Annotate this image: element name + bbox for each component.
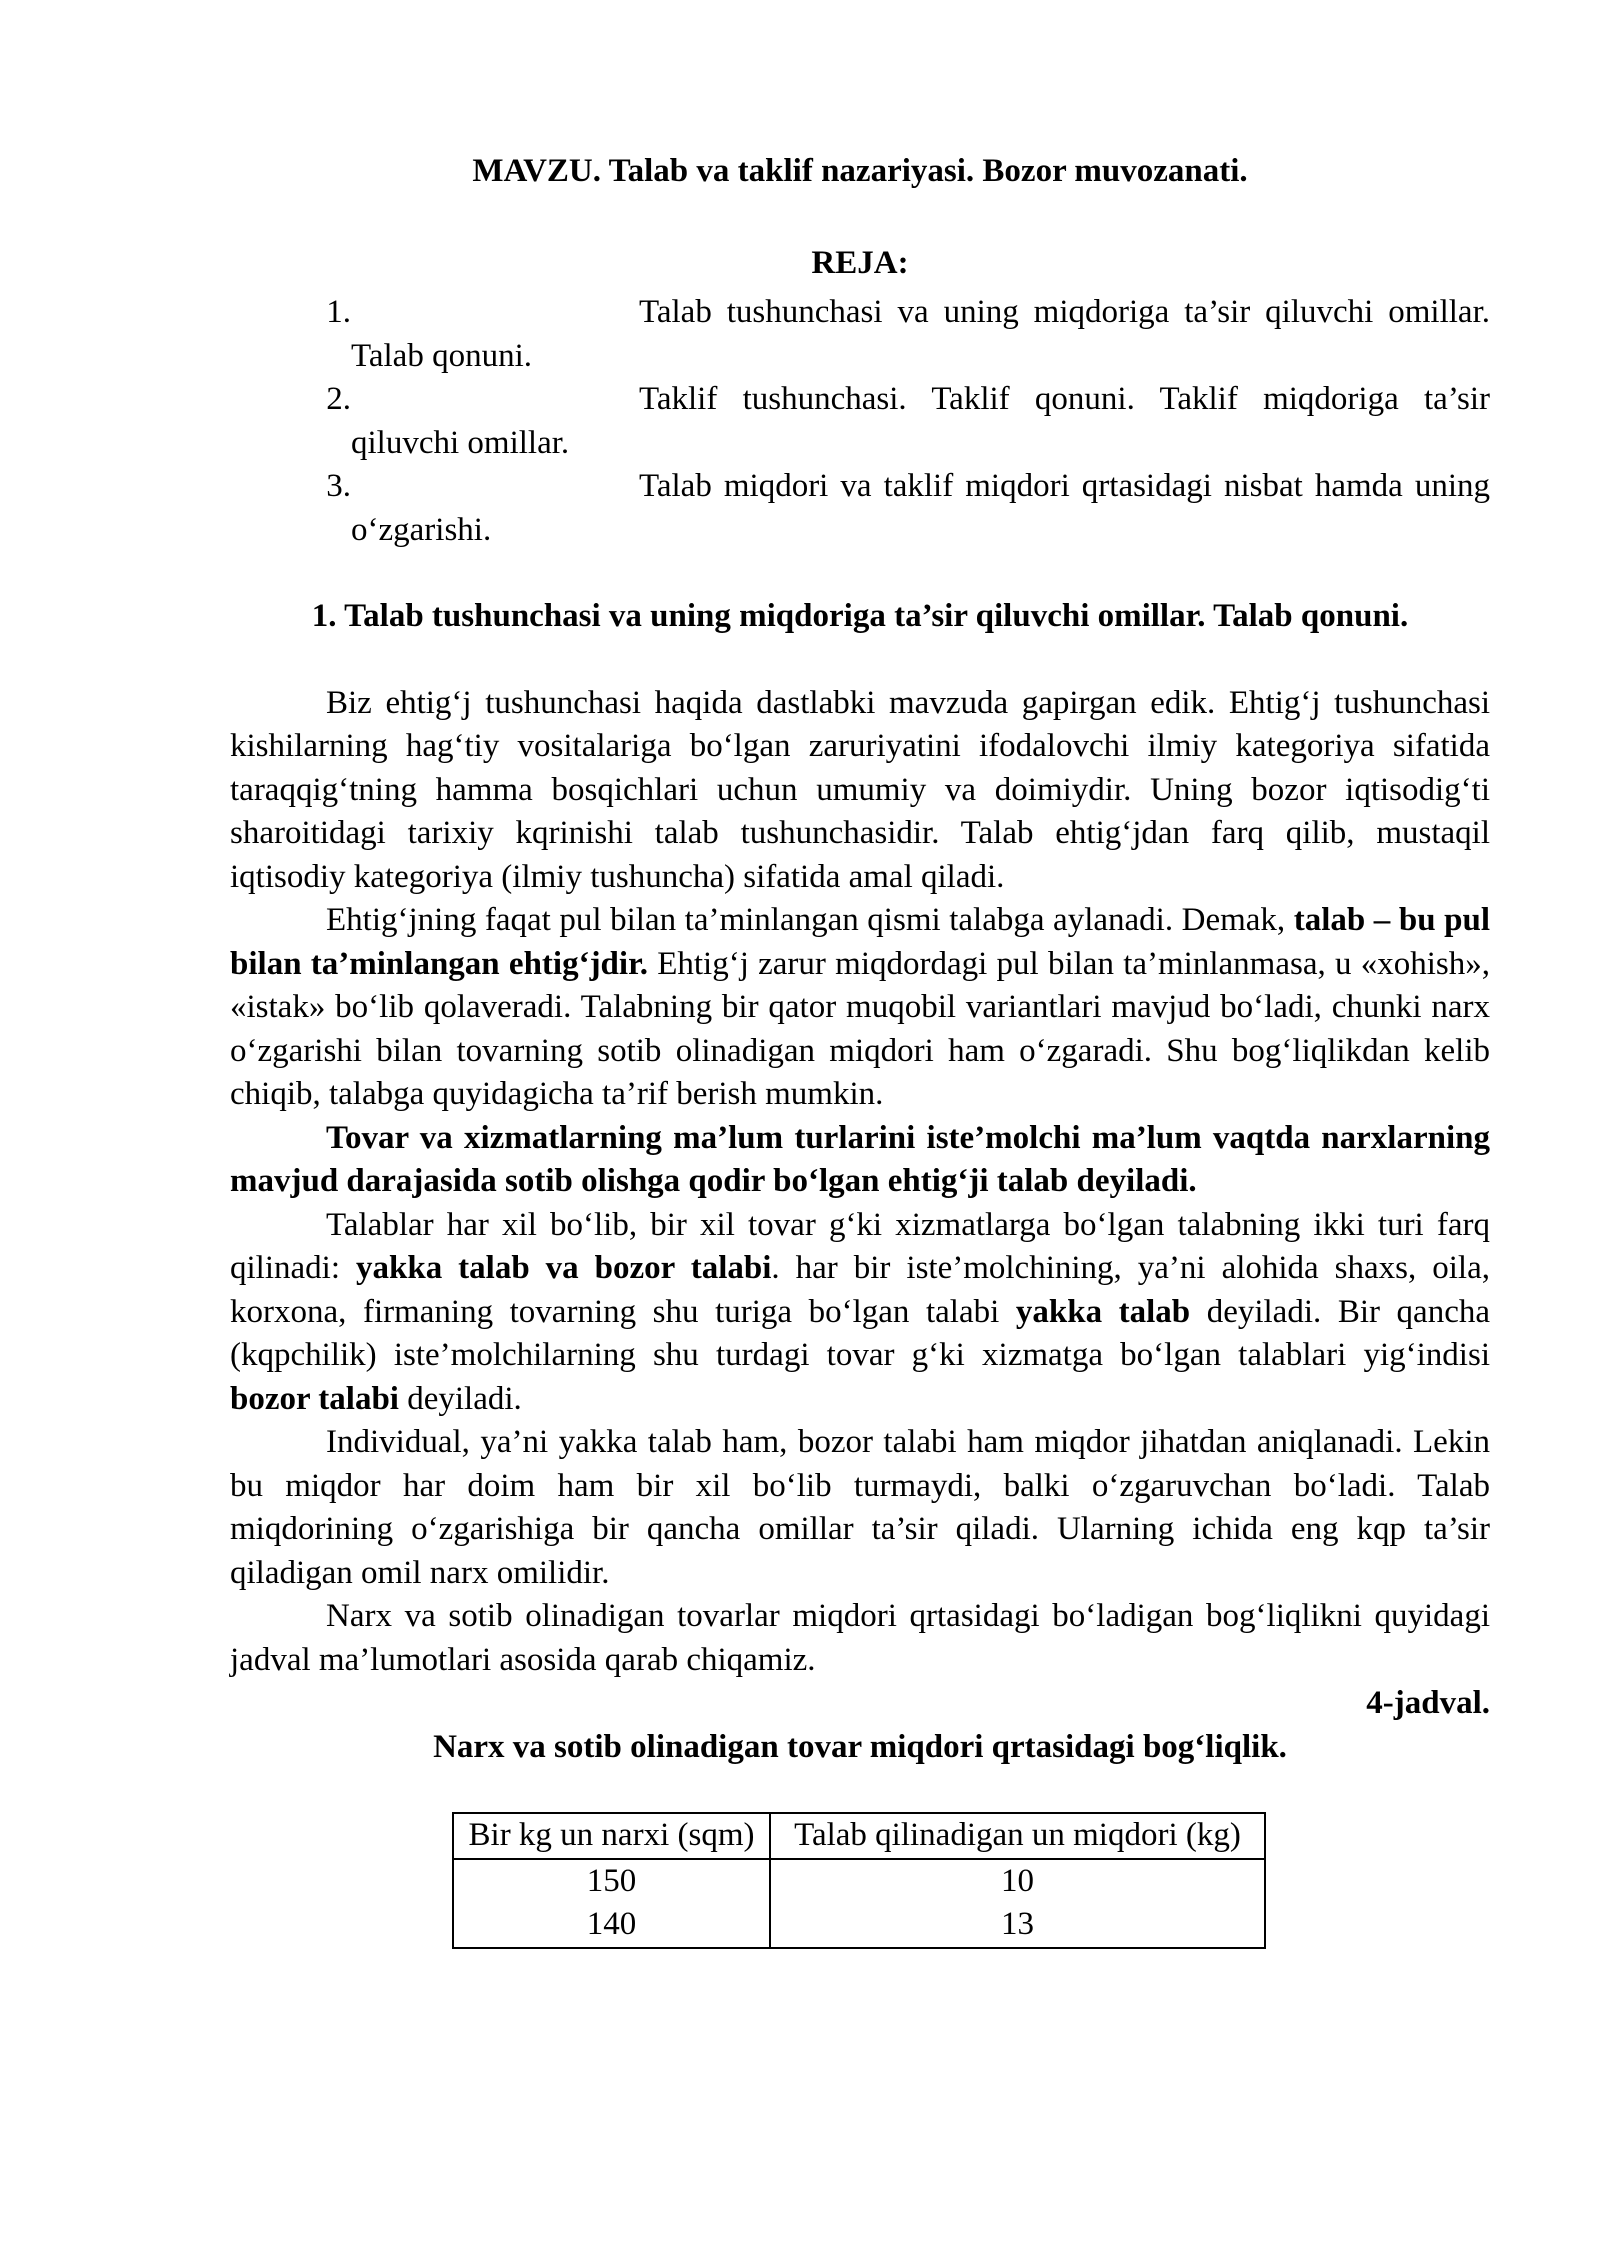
table-title: Narx va sotib olinadigan tovar miqdori qrtasidagi bog‘liqlik. <box>433 1728 1287 1765</box>
paragraph-text: Ehtig‘j zarur miqdordagi pul bilan ta’minlanmasa, u «xohish», «istak» bo‘lib qolaveradi. Talabning bir qator muqobil variantlari mavjud bo‘ladi, chunki narx o‘zgarishi bilan tovarning sotib olinadigan miqdori ham o‘zgaradi. Shu bog‘liqlikdan kelib chiqib, talabga quyidagicha ta’rif berish mumkin. <box>230 945 1490 1112</box>
table-header-quantity: Talab qilinadigan un miqdori (kg) <box>770 1813 1265 1859</box>
plan-item-number: 3. <box>326 468 351 504</box>
paragraph: Individual, ya’ni yakka talab ham, bozor talabi ham miqdor jihatdan aniqlanadi. Lekin bu miqdor har doim ham bir xil bo‘lib turmaydi, balki o‘zgaruvchan bo‘ladi. Talab miqdorining o‘zgarishiga bir qancha omillar ta’sir qiladi. Ularning ichida eng kqp ta’sir qiladigan omil narx omilidir. <box>230 1424 1490 1591</box>
plan-item-text: Taklif tushunchasi. Taklif qonuni. Taklif miqdoriga ta’sir qiluvchi omillar. <box>351 381 1490 461</box>
definition-bold: talab – bu pul bilan ta’minlangan ehtig‘jdir. <box>230 902 1490 982</box>
paragraph-text: . har bir iste’molchining, ya’ni alohida shaxs, oila, korxona, firmaning tovarning shu turiga bo‘lgan talabi <box>230 1250 1490 1330</box>
paragraph-text: Talablar har xil bo‘lib, bir xil tovar g‘ki xizmatlarga bo‘lgan talabning ikki turi farq qilinadi: <box>230 1206 1490 1286</box>
paragraph-text: deyiladi. Bir qancha (kqpchilik) iste’molchilarning shu turdagi tovar g‘ki xizmatga bo‘lgan talablari yig‘indisi <box>230 1293 1490 1373</box>
demand-definition: Tovar va xizmatlarning ma’lum turlarini iste’molchi ma’lum vaqtda narxlarning mavjud darajasida sotib olishga qodir bo‘lgan ehtig‘ji talab deyiladi. <box>230 1119 1490 1199</box>
table-header-price: Bir kg un narxi (sqm) <box>453 1813 770 1859</box>
plan-item-number: 2. <box>326 381 351 417</box>
paragraph: Narx va sotib olinadigan tovarlar miqdori qrtasidagi bo‘ladigan bog‘liqlikni quyidagi jadval ma’lumotlari asosida qarab chiqamiz. <box>230 1598 1490 1678</box>
table-label: 4-jadval. <box>1366 1685 1490 1721</box>
table-row <box>453 1903 1265 1948</box>
paragraph: Biz ehtig‘j tushunchasi haqida dastlabki mavzuda gapirgan edik. Ehtig‘j tushunchasi kishilarning hag‘tiy vositalariga bo‘lgan zaruriyatini ifodalovchi ilmiy kategoriya sifatida taraqqig‘tning hamma bosqichlari uchun umumiy va doimiydir. Uning bozor iqtisodig‘ti sharoitidagi tarixiy kqrinishi talab tushunchasidir. Talab ehtig‘jdan farq qilib, mustaqil iqtisodiy kategoriya (ilmiy tushuncha) sifatida amal qiladi. <box>230 684 1490 895</box>
table-cell: 140 <box>453 1903 770 1948</box>
plan-item-text: Talab miqdori va taklif miqdori qrtasidagi nisbat hamda uning o‘zgarishi. <box>351 468 1490 548</box>
section-heading: 1. Talab tushunchasi va uning miqdoriga ta’sir qiluvchi omillar. Talab qonuni. <box>311 598 1409 634</box>
paragraph <box>230 899 1490 1117</box>
term-bold: yakka talab <box>1015 1293 1191 1330</box>
plan-item <box>230 378 1490 465</box>
document-page <box>230 150 1490 1949</box>
paragraph <box>230 1204 1490 1422</box>
plan-list <box>230 291 1490 552</box>
plan-item <box>230 291 1490 378</box>
document-title: MAVZU. Talab va taklif nazariyasi. Bozor muvozanati. <box>472 153 1248 189</box>
paragraph-text: Ehtig‘jning faqat pul bilan ta’minlangan qismi talabga aylanadi. Demak, <box>326 902 1294 938</box>
table-header-row <box>453 1813 1265 1859</box>
section-body <box>230 682 1490 1683</box>
paragraph-text: deyiladi. <box>398 1380 522 1417</box>
plan-item-number: 1. <box>326 294 351 330</box>
table-cell: 10 <box>770 1859 1265 1904</box>
term-bold: bozor talabi <box>230 1380 399 1417</box>
term-bold: yakka talab va bozor talabi <box>355 1250 772 1286</box>
table-cell: 150 <box>453 1859 770 1904</box>
table-cell: 13 <box>770 1903 1265 1948</box>
plan-item <box>230 465 1490 552</box>
price-quantity-table <box>452 1812 1266 1949</box>
plan-heading: REJA: <box>811 244 909 281</box>
plan-item-text: Talab tushunchasi va uning miqdoriga ta’sir qiluvchi omillar. Talab qonuni. <box>351 294 1490 374</box>
table-row <box>453 1859 1265 1904</box>
